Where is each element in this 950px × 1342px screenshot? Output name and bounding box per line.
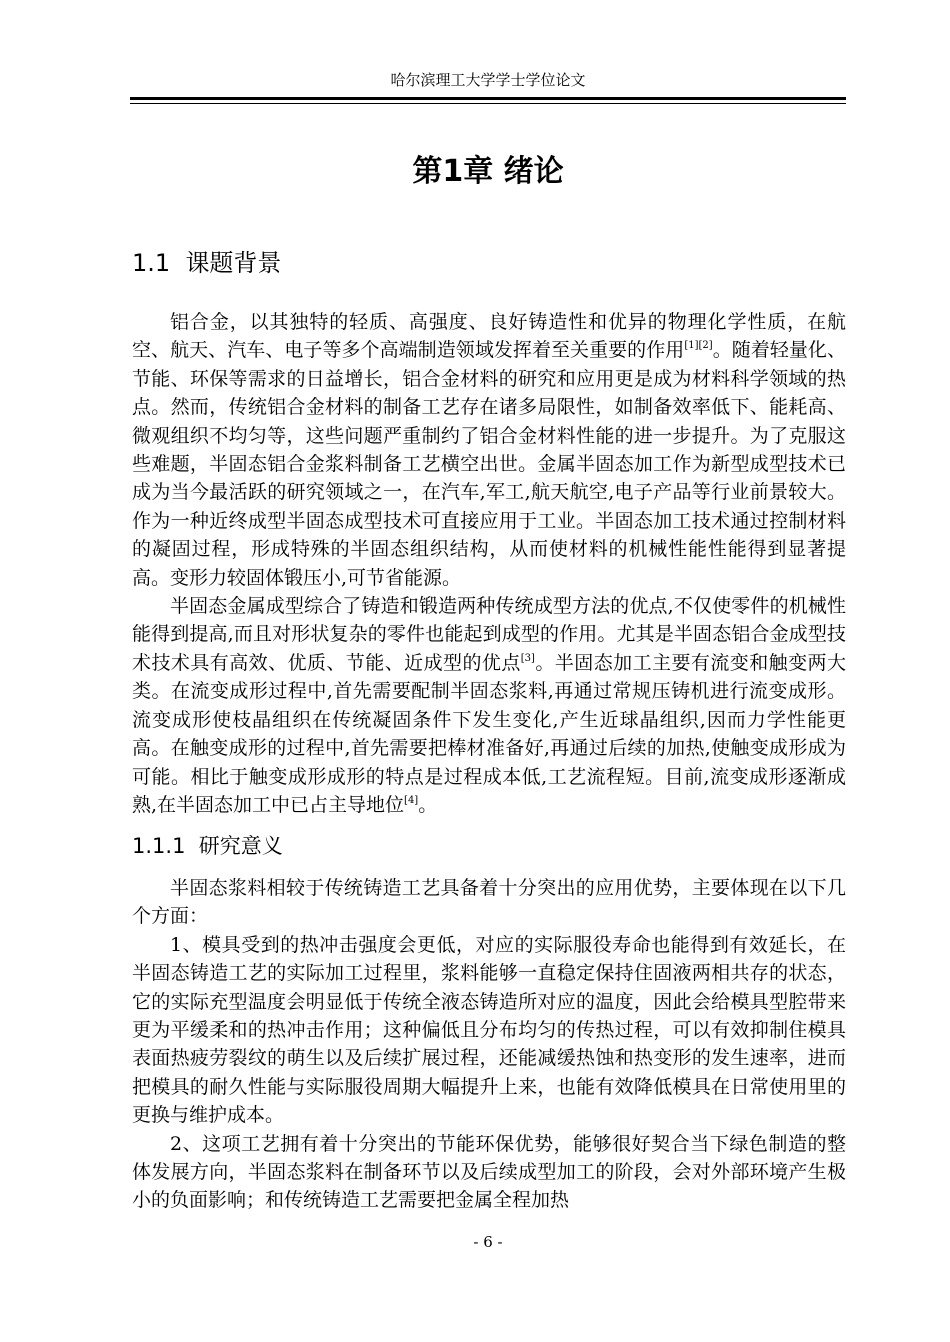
subsection-title: 研究意义 (198, 834, 283, 858)
paragraph-text: 。半固态加工主要有流变和触变两大类。在流变成形过程中,首先需要配制半固态浆料,再通过常规压铸机进行流变成形。流变成形使枝晶组织在传统凝固条件下发生变化,产生近球晶组织,因而力学性能更高。在触变成形的过程中,首先需要把棒材准备好,再通过后续的加热,使触变成形成为可能。相比于触变成形成形的特点是过程成本低,工艺流程短。目前,流变成形逐渐成熟,在半固态加工中已占主导地位 (132, 651, 846, 816)
citation: [4] (404, 794, 419, 806)
header-rule-thin (130, 103, 846, 104)
paragraph-text: 。 (418, 793, 438, 816)
paragraph-3: 半固态浆料相较于传统铸造工艺具备着十分突出的应用优势，主要体现在以下几个方面： (132, 877, 846, 928)
paragraph-4: 1、模具受到的热冲击强度会更低，对应的实际服役寿命也能得到有效延长，在半固态铸造工艺的实际加工过程里，浆料能够一直稳定保持住固液两相共存的状态，它的实际充型温度会明显低于传统全液态铸造所对应的温度，因此会给模具型腔带来更为平缓柔和的热冲击作用；这种偏低且分布均匀的传热过程，可以有效抑制住模具表面热疲劳裂纹的萌生以及后续扩展过程，还能减缓热蚀和热变形的发生速率，进而把模具的耐久性能与实际服役周期大幅提升上来，也能有效降低模具在日常使用里的更换与维护成本。 (132, 933, 846, 1127)
citation: [1][2] (684, 340, 713, 352)
paragraph-text: 。随着轻量化、节能、环保等需求的日益增长，铝合金材料的研究和应用更是成为材料科学领域的热点。然而，传统铝合金材料的制备工艺存在诸多局限性，如制备效率低下、能耗高、微观组织不均匀等，这些问题严重制约了铝合金材料性能的进一步提升。为了克服这些难题，半固态铝合金浆料制备工艺横空出世。金属半固态加工作为新型成型技术已成为当今最活跃的研究领域之一，在汽车,军工,航天航空,电子产品等行业前景较大。作为一种近终成型半固态成型技术可直接应用于工业。半固态加工技术通过控制材料的凝固过程，形成特殊的半固态组织结构，从而使材料的机械性能性能得到显著提高。变形力较固体锻压小,可节省能源。 (132, 339, 846, 589)
section-title: 课题背景 (185, 249, 282, 277)
chapter-title: 第1章 绪论 (412, 154, 564, 189)
subsection-body (132, 874, 846, 1215)
subsection-heading (132, 830, 283, 862)
subsection-number: 1.1.1 (132, 834, 186, 858)
header-rule-thick (130, 97, 846, 100)
page-number: - 6 - (473, 1233, 503, 1251)
paragraph-1 (132, 308, 846, 592)
paragraph-5: 2、这项工艺拥有着十分突出的节能环保优势，能够很好契合当下绿色制造的整体发展方向，半固态浆料在制备环节以及后续成型加工的阶段，会对外部环境产生极小的负面影响；和传统铸造工艺需要把金属全程加热 (132, 1132, 846, 1212)
section-body (132, 308, 846, 819)
section-number: 1.1 (132, 249, 171, 277)
paragraph-text: 铝合金，以其独特的轻质、高强度、良好铸造性和优异的物理化学性质，在航空、航天、汽车、电子等多个高端制造领域发挥着至关重要的作用 (132, 311, 846, 362)
running-header: 哈尔滨理工大学学士学位论文 (390, 71, 586, 89)
citation: [3] (520, 652, 535, 664)
paragraph-2 (132, 592, 846, 819)
section-heading (132, 246, 281, 280)
paragraph-text: 半固态金属成型综合了铸造和锻造两种传统成型方法的优点,不仅使零件的机械性能得到提高,而且对形状复杂的零件也能起到成型的作用。尤其是半固态铝合金成型技术技术具有高效、优质、节能、近成型的优点 (132, 595, 846, 674)
